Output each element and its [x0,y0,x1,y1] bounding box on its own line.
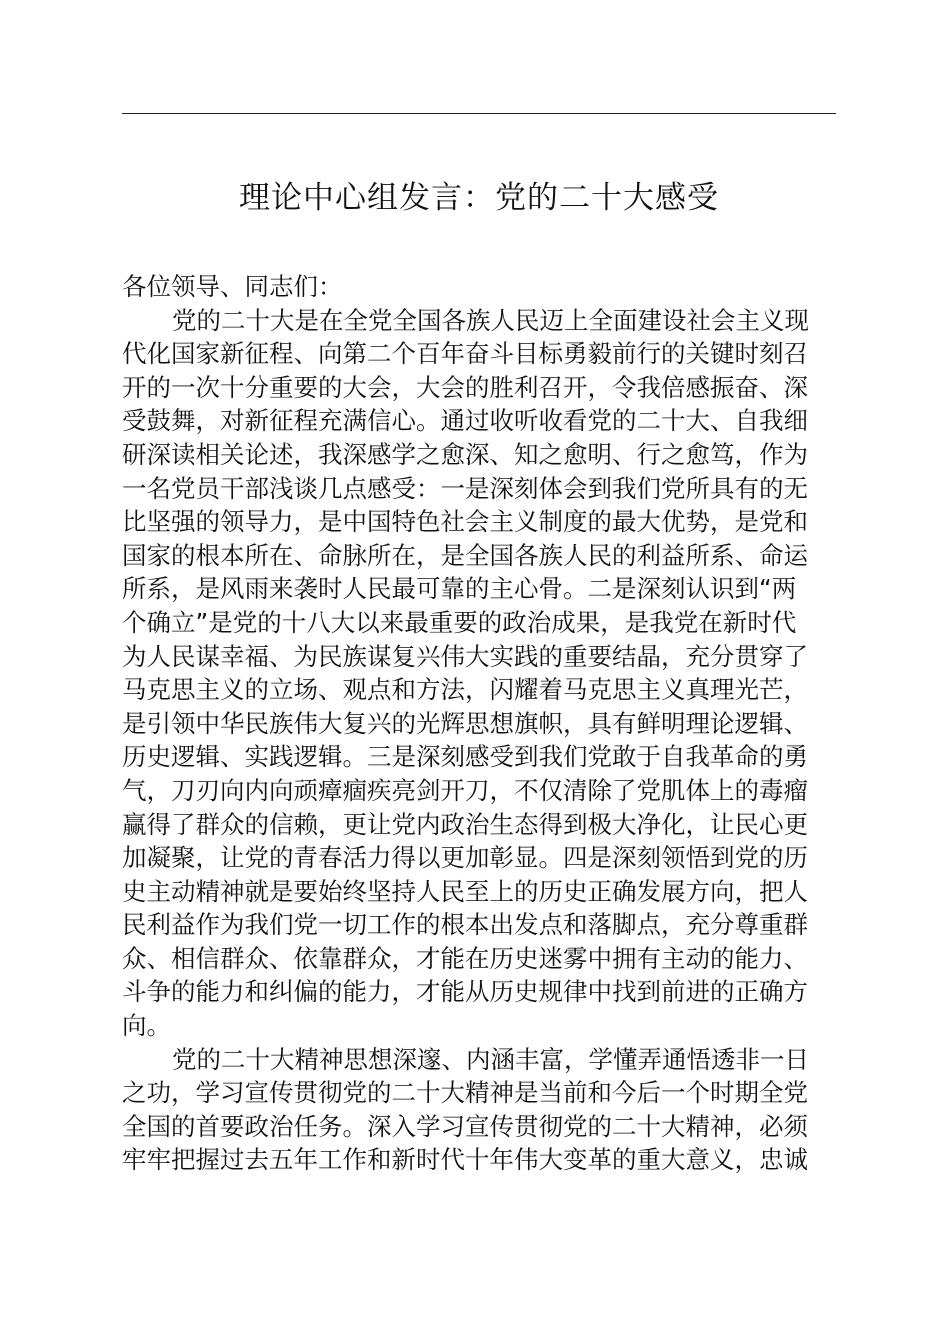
paragraph-line: 牢牢把握过去五年工作和新时代十年伟大变革的重大意义，忠诚 [122,1145,808,1175]
paragraph-line: 党的二十大是在全党全国各族人民迈上全面建设社会主义现 [172,305,809,335]
paragraph-line: 赢得了群众的信赖，更让党内政治生态得到极大净化，让民心更 [122,809,808,839]
paragraph-line: 代化国家新征程、向第二个百年奋斗目标勇毅前行的关键时刻召 [122,339,808,369]
paragraph-line: 为人民谋幸福、为民族谋复兴伟大实践的重要结晶，充分贯穿了 [122,641,808,671]
paragraph-line: 民利益作为我们党一切工作的根本出发点和落脚点，充分尊重群 [122,910,808,940]
paragraph-line: 个确立”是党的十八大以来最重要的政治成果，是我党在新时代 [122,607,797,637]
paragraph-line: 全国的首要政治任务。深入学习宣传贯彻党的二十大精神，必须 [122,1111,808,1141]
paragraph-line: 比坚强的领导力，是中国特色社会主义制度的最大优势，是党和 [122,507,808,537]
paragraph-line: 加凝聚，让党的青春活力得以更加彰显。四是深刻领悟到党的历 [122,843,808,873]
paragraph-line: 斗争的能力和纠偏的能力，才能从历史规律中找到前进的正确方 [122,977,808,1007]
paragraph-line: 历史逻辑、实践逻辑。三是深刻感受到我们党敢于自我革命的勇 [122,742,808,772]
paragraph-line: 气，刀刃向内向顽瘴痼疾亮剑开刀，不仅清除了党肌体上的毒瘤 [122,775,808,805]
paragraph-line: 史主动精神就是要始终坚持人民至上的历史正确发展方向，把人 [122,876,808,906]
paragraph-line: 马克思主义的立场、观点和方法，闪耀着马克思主义真理光芒， [122,675,808,705]
paragraph-line: 所系，是风雨来袭时人民最可靠的主心骨。二是深刻认识到“两 [122,574,797,604]
document-body [122,270,836,1177]
paragraph-line: 研深读相关论述，我深感学之愈深、知之愈明、行之愈笃，作为 [122,439,808,469]
paragraph-line: 之功，学习宣传贯彻党的二十大精神是当前和今后一个时期全党 [122,1078,808,1108]
paragraph-line: 党的二十大精神思想深邃、内涵丰富，学懂弄通悟透非一日 [172,1044,809,1074]
document-title: 理论中心组发言：党的二十大感受 [239,180,719,216]
salutation: 各位领导、同志们： [122,272,343,301]
paragraph-line: 一名党员干部浅谈几点感受：一是深刻体会到我们党所具有的无 [122,473,808,503]
paragraph-line: 是引领中华民族伟大复兴的光辉思想旗帜，具有鲜明理论逻辑、 [122,708,808,738]
paragraph-line: 众、相信群众、依靠群众，才能在历史迷雾中拥有主动的能力、 [122,943,808,973]
paragraph-line: 国家的根本所在、命脉所在，是全国各族人民的利益所系、命运 [122,540,808,570]
paragraph-line: 受鼓舞，对新征程充满信心。通过收听收看党的二十大、自我细 [122,406,808,436]
paragraph-line: 开的一次十分重要的大会，大会的胜利召开，令我倍感振奋、深 [122,372,808,402]
paragraph-line: 向。 [122,1011,171,1041]
header-rule [122,113,836,114]
